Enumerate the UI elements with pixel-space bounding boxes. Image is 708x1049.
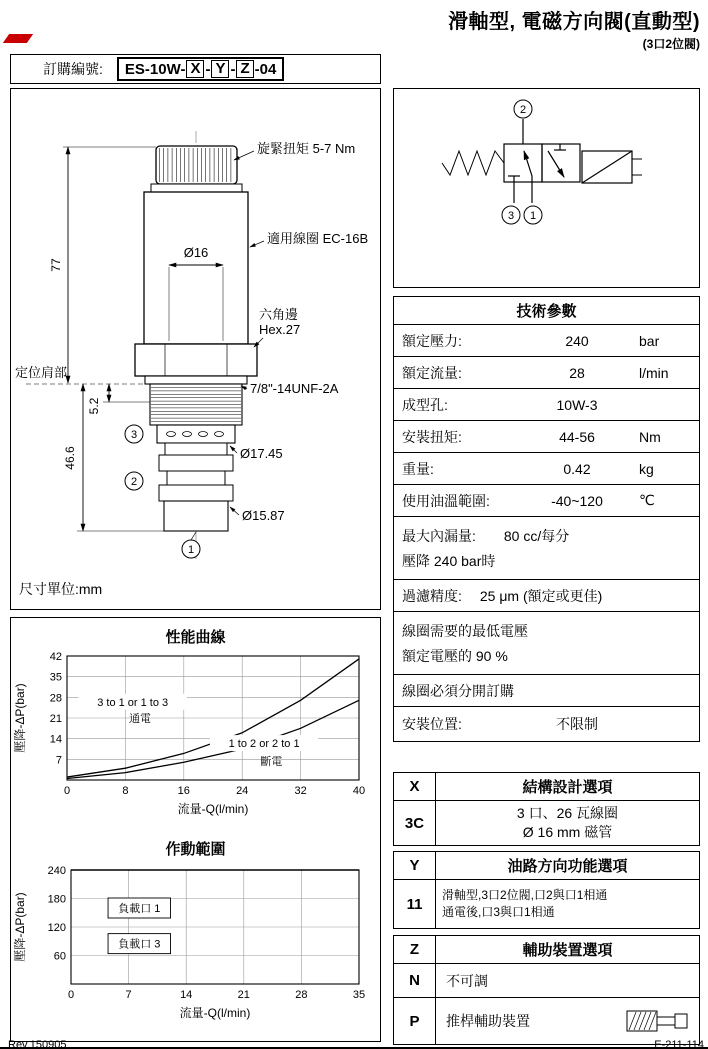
tech-unit: Nm bbox=[639, 428, 661, 445]
tech-row-mounting bbox=[394, 707, 699, 741]
tech-label: 額定流量: bbox=[402, 364, 462, 381]
svg-text:流量-Q(l/min): 流量-Q(l/min) bbox=[177, 802, 249, 816]
tech-row-coil-note bbox=[394, 675, 699, 707]
option-row-code: P bbox=[394, 998, 436, 1044]
revision-label: Rev.150905 bbox=[8, 1039, 67, 1049]
cap-rim bbox=[151, 184, 242, 192]
svg-text:21: 21 bbox=[237, 989, 250, 1001]
svg-text:0: 0 bbox=[67, 989, 75, 1001]
svg-text:60: 60 bbox=[53, 950, 66, 963]
svg-text:3 to 1 or 1 to 3: 3 to 1 or 1 to 3 bbox=[97, 696, 169, 709]
tech-label: 成型孔: bbox=[402, 396, 448, 413]
tech-row-weight bbox=[394, 453, 699, 485]
port1-label: 1 bbox=[187, 544, 195, 556]
tech-value: 10W-3 bbox=[556, 396, 598, 413]
tech-row-cavity bbox=[394, 389, 699, 421]
svg-text:24: 24 bbox=[236, 785, 249, 797]
option-row-code: 3C bbox=[394, 801, 436, 845]
symbol-port3-label: 3 bbox=[507, 210, 515, 222]
tech-row-temperature bbox=[394, 485, 699, 517]
d17-leader bbox=[230, 446, 237, 453]
brand-mark bbox=[3, 34, 33, 43]
page-title: 滑軸型, 電磁方向閥(直動型) bbox=[448, 11, 700, 33]
tech-row-leakage bbox=[394, 517, 699, 580]
tech-specs-table bbox=[393, 296, 700, 742]
option-z-title: 輔助裝置選項 bbox=[522, 942, 613, 959]
option-z-row-p bbox=[394, 998, 699, 1044]
leakage-value: 80 cc/每分 bbox=[503, 527, 570, 544]
tech-value: -40~120 bbox=[551, 492, 603, 509]
svg-text:通電: 通電 bbox=[129, 713, 151, 725]
svg-text:28: 28 bbox=[49, 692, 62, 705]
tech-row-voltage bbox=[394, 612, 699, 675]
filtration-label: 過濾精度: bbox=[402, 587, 462, 604]
option-z-code: Z bbox=[394, 936, 436, 963]
svg-text:壓降-ΔP(bar): 壓降-ΔP(bar) bbox=[13, 683, 27, 753]
spring-icon bbox=[442, 151, 504, 175]
leakage-note: 壓降 240 bar時 bbox=[402, 552, 496, 569]
option-x-title: 結構設計選項 bbox=[522, 779, 613, 796]
symbol-port2-label: 2 bbox=[519, 104, 527, 116]
spool-groove-1 bbox=[165, 443, 227, 455]
order-number-row bbox=[10, 54, 381, 84]
svg-text:40: 40 bbox=[352, 785, 366, 797]
svg-text:120: 120 bbox=[47, 922, 66, 934]
operating-range-chart bbox=[11, 862, 379, 1020]
model-prefix: ES-10W- bbox=[124, 60, 186, 78]
hex-nut bbox=[135, 344, 257, 376]
tech-label: 安裝扭矩: bbox=[402, 428, 462, 445]
option-row-code: 11 bbox=[394, 880, 436, 928]
svg-text:35: 35 bbox=[352, 989, 366, 1001]
pin-hatch bbox=[629, 1012, 656, 1030]
option-y-code: Y bbox=[394, 852, 436, 879]
tech-row-filtration bbox=[394, 580, 699, 612]
tech-label: 額定壓力: bbox=[402, 332, 462, 349]
svg-text:240: 240 bbox=[47, 865, 66, 877]
tech-unit: kg bbox=[639, 460, 654, 477]
tech-row-flow bbox=[394, 357, 699, 389]
model-number bbox=[117, 57, 284, 81]
flow-arrow-right bbox=[548, 151, 564, 177]
svg-text:負載口 1: 負載口 1 bbox=[118, 903, 161, 915]
tech-label: 使用油溫範圍: bbox=[402, 492, 490, 509]
svg-text:42: 42 bbox=[49, 651, 62, 663]
symbol-port1-label: 1 bbox=[529, 210, 537, 222]
mounting-value: 不限制 bbox=[556, 716, 598, 732]
option-y-header bbox=[394, 852, 699, 880]
option-row-desc: 不可調 bbox=[446, 972, 488, 989]
tech-unit: ℃ bbox=[639, 492, 655, 508]
spool-land-3 bbox=[159, 485, 233, 501]
performance-curve-chart bbox=[11, 648, 379, 816]
order-label: 訂購編號: bbox=[43, 61, 103, 77]
tech-value: 240 bbox=[565, 332, 589, 349]
model-option-x: X bbox=[186, 60, 204, 78]
spool-nose bbox=[164, 501, 228, 531]
voltage-line1: 線圈需要的最低電壓 bbox=[402, 622, 528, 639]
unit-note: 尺寸單位:mm bbox=[19, 581, 103, 597]
leakage-label: 最大內漏量: bbox=[402, 527, 476, 544]
tech-row-pressure bbox=[394, 325, 699, 357]
svg-text:7: 7 bbox=[55, 754, 62, 767]
svg-text:壓降-ΔP(bar): 壓降-ΔP(bar) bbox=[13, 892, 27, 962]
cross-drill bbox=[167, 432, 176, 437]
model-option-y: Y bbox=[211, 60, 229, 78]
option-x-code: X bbox=[394, 773, 436, 800]
option-table-y bbox=[393, 851, 700, 929]
model-separator: - bbox=[230, 60, 236, 78]
mounting-label: 安裝位置: bbox=[402, 716, 462, 732]
d15-leader bbox=[230, 507, 239, 515]
chart1-title: 性能曲線 bbox=[165, 629, 226, 646]
model-suffix: -04 bbox=[254, 60, 277, 78]
cross-drill bbox=[199, 432, 208, 437]
charts-panel bbox=[10, 617, 381, 1042]
dim-52-label: 5.2 bbox=[87, 397, 101, 415]
doc-code-label: E-211-114 bbox=[654, 1039, 704, 1049]
svg-text:28: 28 bbox=[295, 989, 308, 1001]
port2-label: 2 bbox=[130, 476, 138, 488]
svg-text:35: 35 bbox=[49, 671, 62, 684]
tech-value: 28 bbox=[569, 364, 585, 381]
torque-callout: 旋緊扭矩 5-7 Nm bbox=[257, 141, 356, 156]
option-table-z bbox=[393, 935, 700, 1045]
svg-text:0: 0 bbox=[63, 785, 71, 797]
push-pin-icon bbox=[625, 1006, 691, 1041]
page-subtitle: (3口2位閥) bbox=[642, 37, 700, 51]
coil-callout: 適用線圈 EC-16B bbox=[267, 231, 369, 246]
option-row-desc: 通電後,口3與口1相通 bbox=[442, 905, 555, 919]
dim-466-label: 46.6 bbox=[63, 446, 77, 470]
svg-text:8: 8 bbox=[122, 785, 129, 797]
option-y-row-11 bbox=[394, 880, 699, 928]
option-y-title: 油路方向功能選項 bbox=[507, 858, 628, 875]
valve-symbol bbox=[394, 89, 699, 287]
tech-row-torque bbox=[394, 421, 699, 453]
spool-groove-2 bbox=[167, 471, 225, 485]
dim-d16-label: Ø16 bbox=[183, 245, 209, 260]
port1-leader bbox=[191, 532, 196, 540]
option-row-desc: 滑軸型,3口2位閥,口2與口1相通 bbox=[442, 888, 608, 903]
hex-leader bbox=[254, 338, 263, 347]
title-block bbox=[448, 5, 700, 52]
d17-callout: Ø17.45 bbox=[240, 446, 283, 461]
svg-text:180: 180 bbox=[47, 893, 66, 906]
filtration-value: 25 μm (額定或更佳) bbox=[479, 587, 603, 604]
spool-land-2 bbox=[159, 455, 233, 471]
tech-value: 0.42 bbox=[563, 460, 591, 477]
tech-table-title: 技術參數 bbox=[394, 297, 699, 325]
svg-text:1 to 2 or 2 to 1: 1 to 2 or 2 to 1 bbox=[228, 738, 300, 751]
tech-label: 重量: bbox=[402, 460, 434, 477]
svg-text:流量-Q(l/min): 流量-Q(l/min) bbox=[179, 1006, 251, 1020]
valve-drawing bbox=[11, 89, 379, 581]
svg-text:7: 7 bbox=[125, 989, 132, 1001]
hex-callout-2: Hex.27 bbox=[259, 322, 301, 337]
shoulder-callout: 定位肩部 bbox=[15, 365, 68, 380]
model-option-z: Z bbox=[236, 60, 253, 78]
option-row-desc: Ø 16 mm 磁管 bbox=[522, 824, 613, 840]
tech-unit: bar bbox=[639, 332, 660, 349]
flow-arrow-left bbox=[524, 151, 532, 182]
option-row-desc: 3 口、26 瓦線圈 bbox=[516, 805, 619, 822]
hex-callout-1: 六角邊 bbox=[259, 307, 299, 322]
svg-text:14: 14 bbox=[180, 989, 193, 1001]
option-z-header bbox=[394, 936, 699, 964]
d15-callout: Ø15.87 bbox=[242, 508, 285, 523]
option-x-header bbox=[394, 773, 699, 801]
thread-callout: 7/8"-14UNF-2A bbox=[250, 381, 339, 396]
locating-shoulder bbox=[145, 376, 247, 384]
option-table-x bbox=[393, 772, 700, 846]
tech-value: 44-56 bbox=[559, 428, 595, 445]
solenoid-diagonal bbox=[582, 151, 632, 183]
chart2-title: 作動範圍 bbox=[165, 841, 226, 858]
model-separator: - bbox=[205, 60, 211, 78]
cross-drill bbox=[183, 432, 192, 437]
option-row-desc: 推桿輔助裝置 bbox=[446, 1013, 530, 1029]
coil-note: 線圈必須分開訂購 bbox=[402, 682, 514, 699]
option-row-code: N bbox=[394, 964, 436, 997]
svg-text:16: 16 bbox=[177, 785, 190, 797]
hydraulic-symbol-panel bbox=[393, 88, 700, 288]
svg-text:21: 21 bbox=[49, 713, 62, 725]
coil-leader bbox=[250, 241, 264, 247]
svg-text:32: 32 bbox=[294, 785, 307, 797]
voltage-line2: 額定電壓的 90 % bbox=[402, 647, 508, 664]
svg-text:14: 14 bbox=[49, 733, 62, 746]
tech-unit: l/min bbox=[639, 364, 669, 381]
svg-text:斷電: 斷電 bbox=[260, 755, 283, 768]
option-x-row-3c bbox=[394, 801, 699, 845]
port3-label: 3 bbox=[130, 429, 138, 441]
dimension-drawing-panel bbox=[10, 88, 381, 610]
valve-body bbox=[144, 192, 248, 344]
dim-77-label: 77 bbox=[49, 258, 63, 272]
cross-drill bbox=[215, 432, 224, 437]
svg-text:負載口 3: 負載口 3 bbox=[118, 938, 161, 951]
option-z-row-n bbox=[394, 964, 699, 998]
